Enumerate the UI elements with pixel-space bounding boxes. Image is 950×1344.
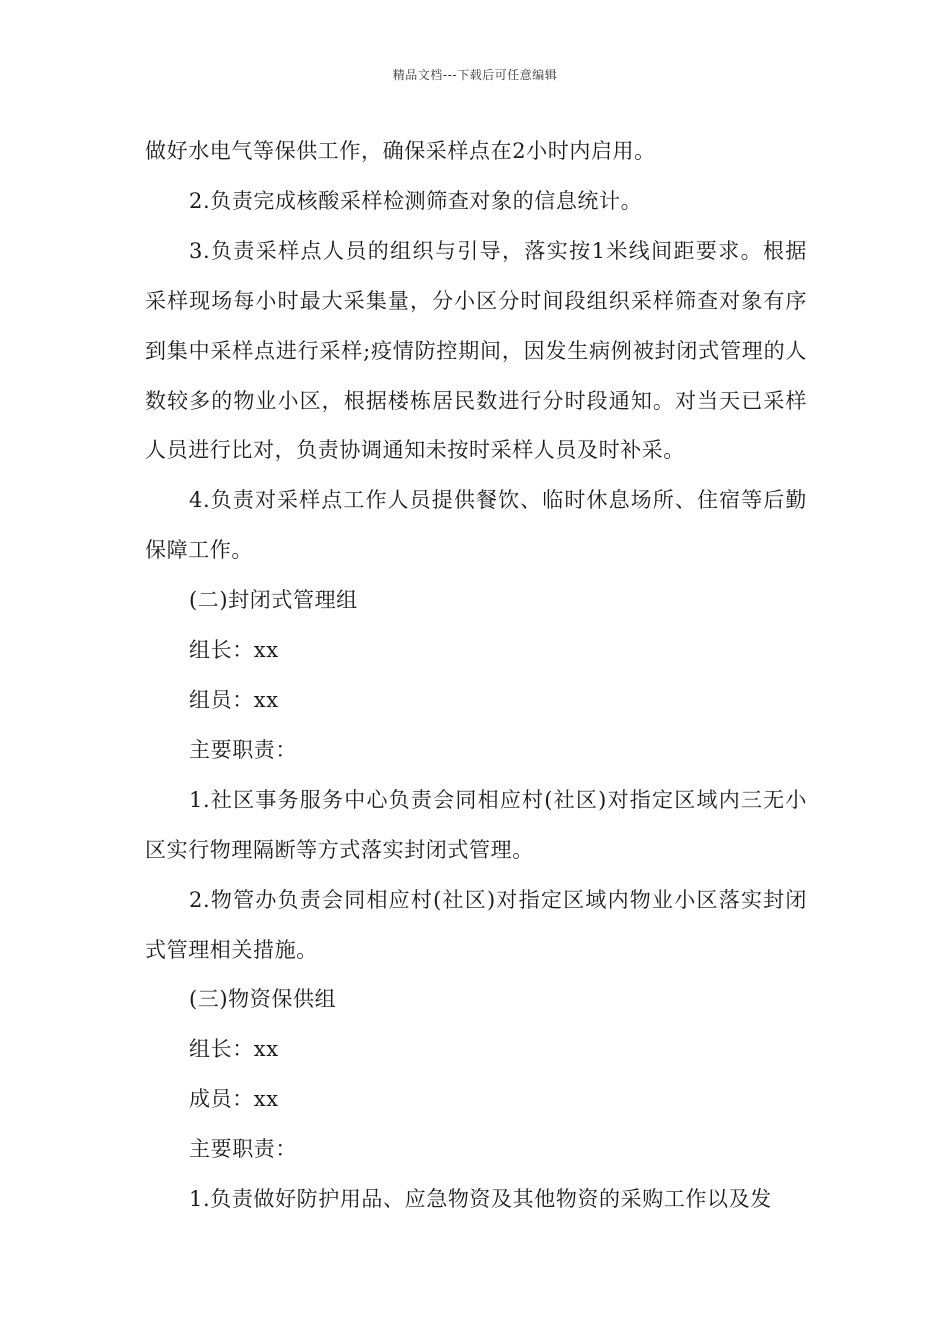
section-heading: (二)封闭式管理组	[189, 588, 358, 613]
paragraph: 成员：xx	[189, 1087, 279, 1112]
paragraph: 组长：xx	[189, 638, 279, 663]
page-header: 精品文档---下载后可任意编辑	[392, 68, 558, 82]
paragraph: 主要职责：	[189, 1137, 297, 1162]
paragraph: 2.物管办负责会同相应村(社区)对指定区域内物业小区落实封闭式管理相关措施。	[145, 887, 807, 962]
paragraph: 做好水电气等保供工作，确保采样点在2小时内启用。	[145, 139, 656, 163]
paragraph: 组长：xx	[189, 1037, 279, 1062]
paragraph: 4.负责对采样点工作人员提供餐饮、临时休息场所、住宿等后勤保障工作。	[145, 488, 807, 563]
paragraph: 主要职责：	[189, 737, 297, 762]
paragraph: 1.负责做好防护用品、应急物资及其他物资的采购工作以及发	[189, 1187, 772, 1212]
paragraph: 组员：xx	[189, 687, 279, 712]
section-heading: (三)物资保供组	[189, 987, 337, 1012]
paragraph: 1.社区事务服务中心负责会同相应村(社区)对指定区域内三无小区实行物理隔断等方式落实封闭式管理。	[145, 787, 807, 862]
document-body	[145, 127, 807, 1225]
paragraph: 3.负责采样点人员的组织与引导，落实按1米线间距要求。根据采样现场每小时最大采集量，分小区分时间段组织采样筛查对象有序到集中采样点进行采样;疫情防控期间，因发生病例被封闭式管理的人数较多的物业小区，根据楼栋居民数进行分时段通知。对当天已采样人员进行比对，负责协调通知未按时采样人员及时补采。	[145, 238, 807, 463]
paragraph: 2.负责完成核酸采样检测筛查对象的信息统计。	[189, 188, 643, 213]
